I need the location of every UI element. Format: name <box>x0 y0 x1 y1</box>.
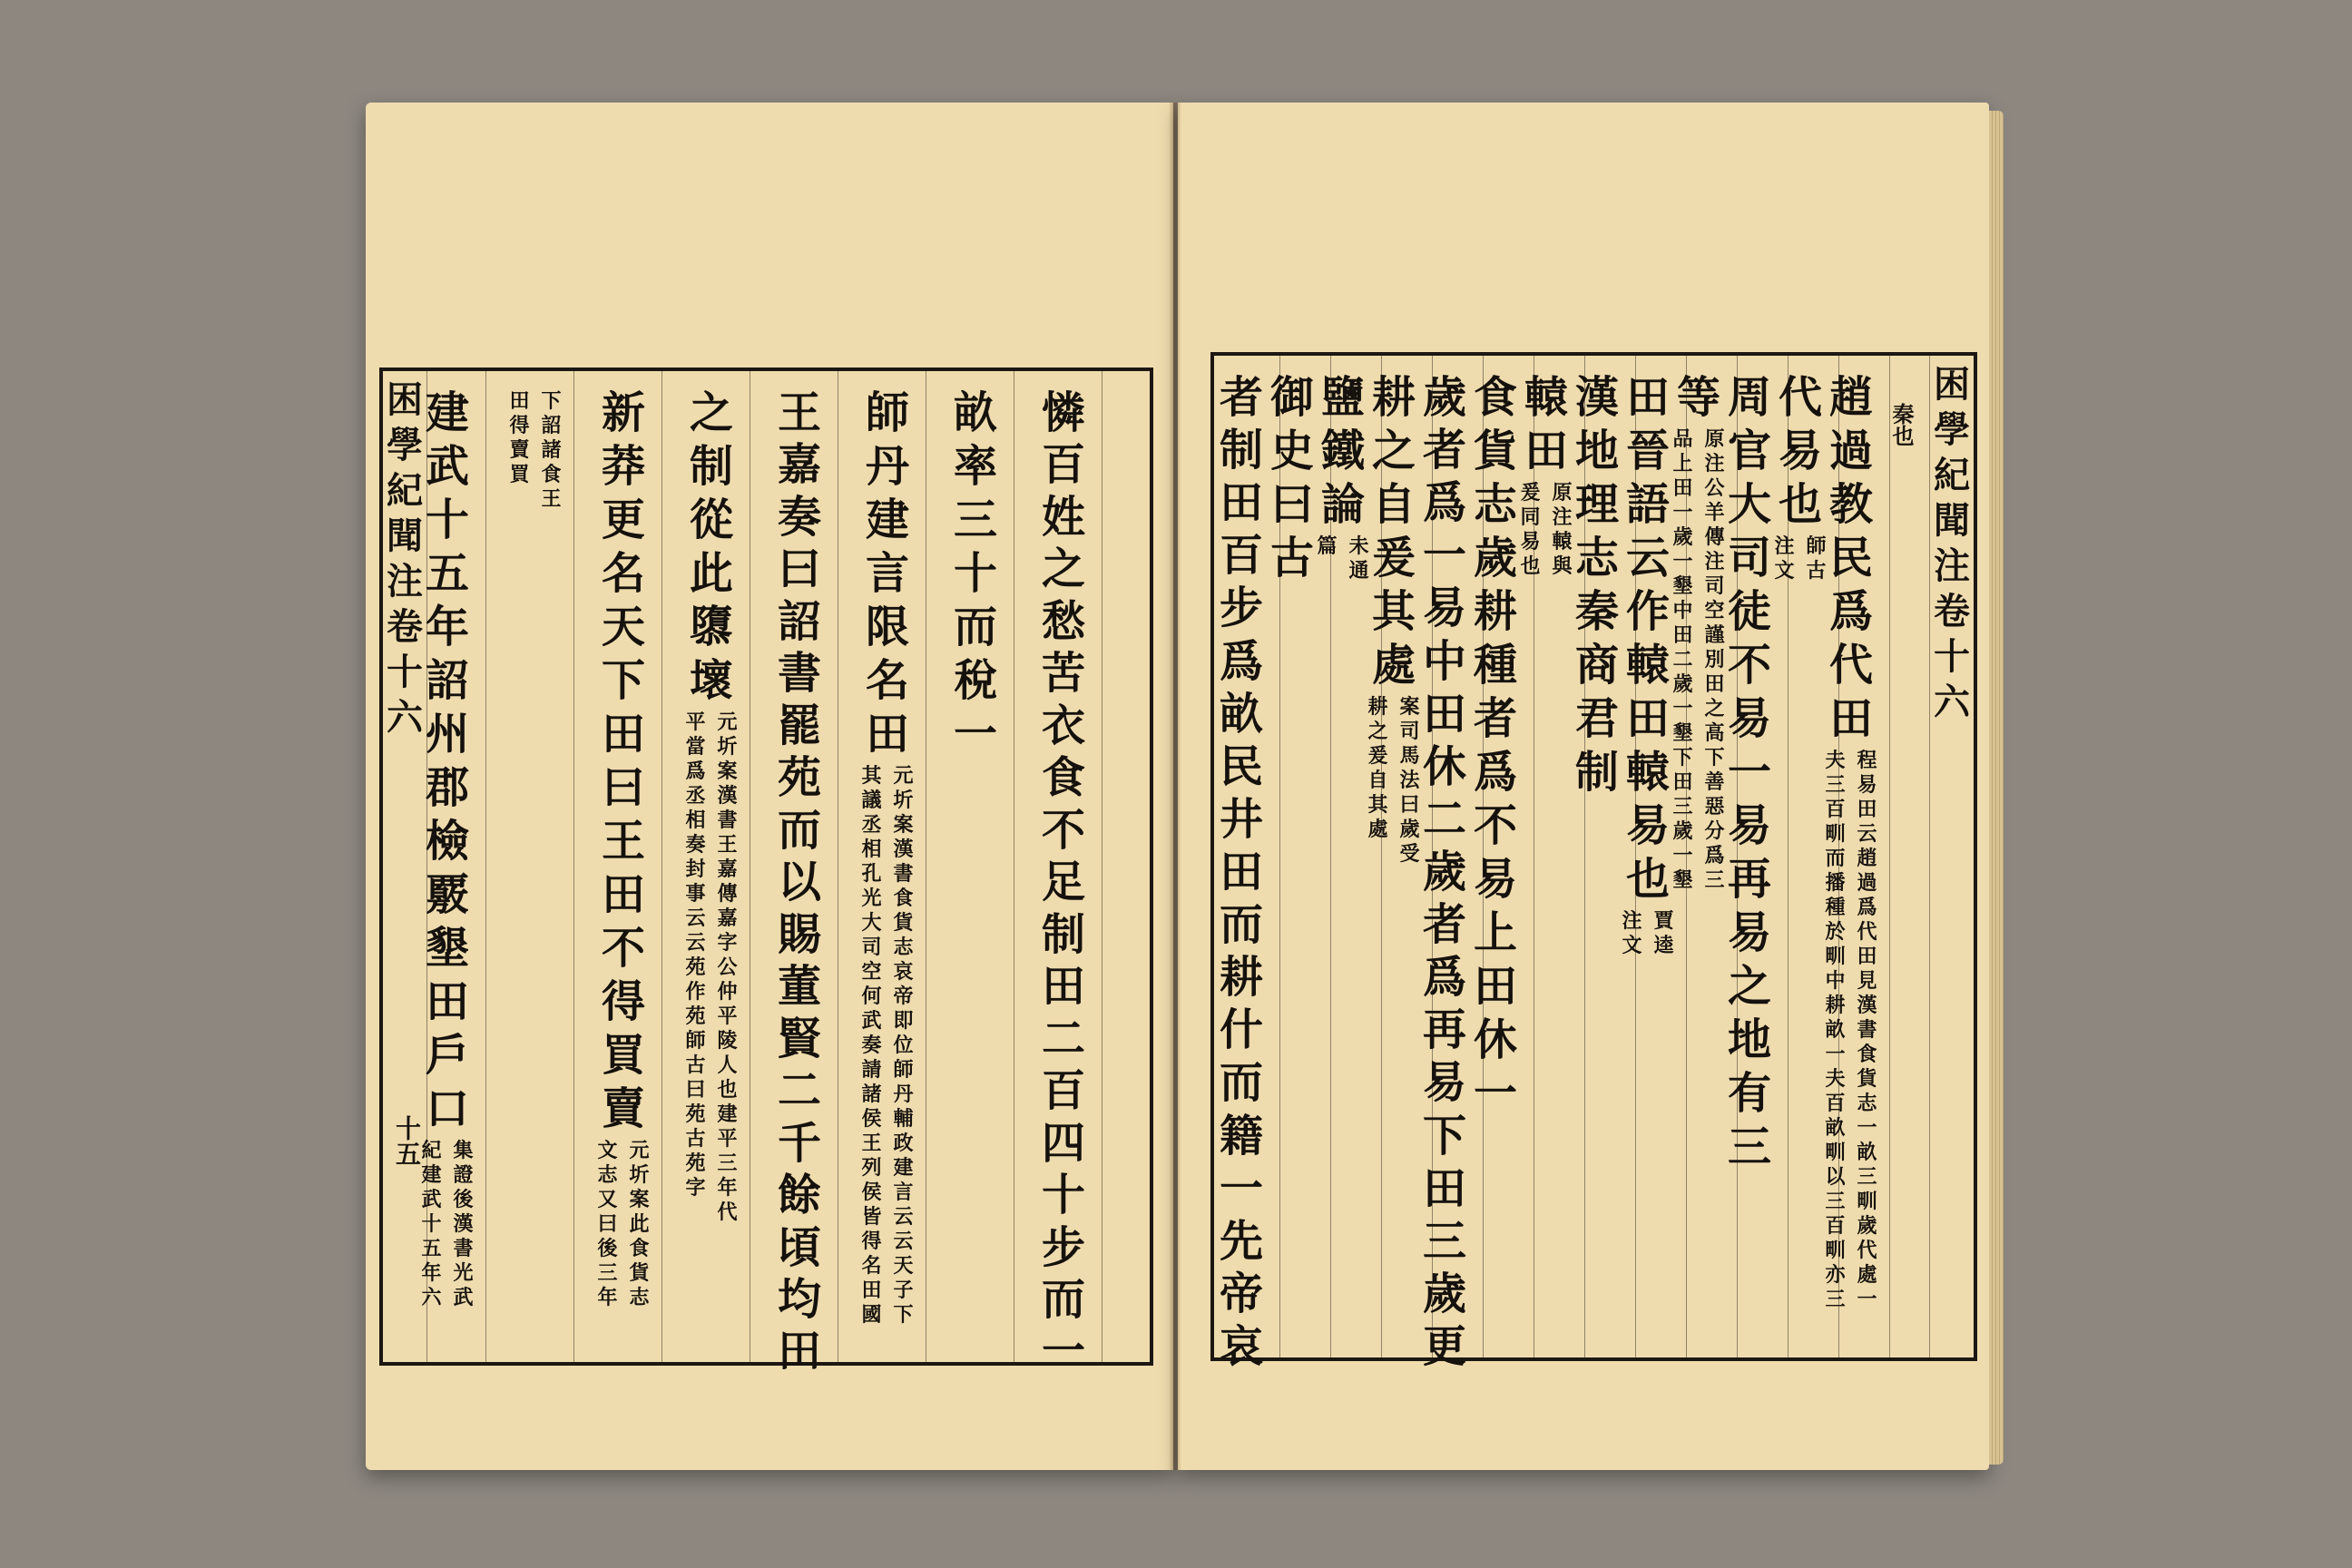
annotation-note: 元 圻 案 此 食 貨 志 文 志 又 曰 後 三 年 <box>597 1139 650 1309</box>
text-column: 建 武 十 五 年 詔 州 郡 檢 覈 墾 田 戶 口 集 證 後 漢 書 光 武 紀 建 武 十 五 年 六 <box>416 371 479 1382</box>
column-rule <box>1432 356 1433 1357</box>
text-column: 師 丹 建 言 限 名 田 元 圻 案 漢 書 食 貨 志 哀 帝 即 位 師 丹 輔 政 建 言 云 云 天 子 下 其 議 丞 相 孔 光 大 司 空 何 武 奏 請 諸 侯 王 列 侯 皆 得 名 田 國 <box>856 371 919 1382</box>
column-rule <box>1686 356 1687 1357</box>
annotation-note: 原 注 轅 與 爰 同 易 也 <box>1520 481 1573 578</box>
text-column: 趙 過 教 民 爲 代 田 程 易 田 云 趙 過 爲 代 田 見 漢 書 食 貨 志 一 畝 三 甽 歲 代 處 一 夫 三 百 甽 而 播 種 於 甽 中 耕 畝 一 夫 百 畝 甽 以 三 百 甽 亦 三 <box>1819 356 1883 1377</box>
text-column <box>504 371 567 1382</box>
text-column: 鹽 鐵 論 未 通 篇 <box>1311 356 1375 1377</box>
text-column: 耕 之 自 爰 其 處 案 司 馬 法 曰 歲 受 耕 之 爰 自 其 處 <box>1362 356 1426 1377</box>
annotation-note: 賈 逵 注 文 <box>1622 909 1674 957</box>
left-columns <box>383 371 1150 1377</box>
text-column: 御 史 曰 古 <box>1269 372 1314 583</box>
column-rule <box>1584 356 1585 1357</box>
annotation-note: 元 圻 案 漢 書 王 嘉 傳 嘉 字 公 仲 平 陵 人 也 建 平 三 年 代 平 當 爲 丞 相 奏 封 事 云 云 苑 作 苑 師 古 曰 苑 古 苑 字 <box>685 710 738 1224</box>
text-column: 憐 百 姓 之 愁 苦 衣 食 不 足 制 田 二 百 四 十 步 而 一 <box>1041 387 1085 1377</box>
column-rule <box>1330 356 1331 1357</box>
text-column: 田 晉 語 云 作 轅 田 轅 易 也 賈 逵 注 文 <box>1616 356 1680 1377</box>
text-column: 周 官 大 司 徒 不 易 一 易 再 易 之 地 有 三 <box>1727 372 1771 1172</box>
annotation-note: 下 詔 諸 食 王 田 得 賣 買 <box>509 389 562 511</box>
text-column: 王 嘉 奏 曰 詔 書 罷 苑 而 以 賜 董 賢 二 千 餘 頃 均 田 <box>777 387 821 1377</box>
text-column: 食 貨 志 歲 耕 種 者 爲 不 易 上 田 休 一 <box>1473 372 1517 1119</box>
annotation-note: 程 易 田 云 趙 過 爲 代 田 見 漢 書 食 貨 志 一 畝 三 甽 歲 代 處 一 夫 三 百 甽 而 播 種 於 甽 中 耕 畝 一 夫 百 畝 甽 以 三 百 甽 亦 三 <box>1825 749 1877 1311</box>
annotation-note: 元 圻 案 漢 書 食 貨 志 哀 帝 即 位 師 丹 輔 政 建 言 云 云 天 子 下 其 議 丞 相 孔 光 大 司 空 何 武 奏 請 諸 侯 王 列 侯 皆 得 名 田 國 <box>861 764 914 1327</box>
text-column: 畝 率 三 十 而 稅 一 <box>953 387 997 760</box>
left-bind-strip: 困 學 紀 聞 注 卷 十 六 <box>387 378 423 739</box>
column-rule <box>573 371 574 1362</box>
column-rule <box>1381 356 1382 1357</box>
annotation-note: 案 司 馬 法 曰 歲 受 耕 之 爰 自 其 處 <box>1367 695 1420 866</box>
page-edges <box>1989 111 2004 1465</box>
left-text-frame <box>379 368 1153 1377</box>
annotation-note: 師 古 注 文 <box>1774 534 1827 583</box>
right-columns <box>1214 356 1974 1372</box>
right-text-frame <box>1210 352 1977 1372</box>
annotation-note: 未 通 篇 <box>1317 534 1369 583</box>
column-rule <box>1889 356 1890 1357</box>
column-rule <box>485 371 486 1362</box>
text-column: 轅 田 原 注 轅 與 爰 同 易 也 <box>1514 356 1578 1377</box>
text-column: 新 莽 更 名 天 下 田 曰 王 田 不 得 買 賣 元 圻 案 此 食 貨 志 文 志 又 曰 後 三 年 <box>592 371 655 1382</box>
column-rule <box>1483 356 1484 1357</box>
annotation-note: 原 注 公 羊 傳 注 司 空 謹 別 田 之 高 下 善 惡 分 爲 三 品 上 田 一 歲 一 墾 中 田 二 歲 一 墾 下 田 三 歲 一 墾 <box>1672 427 1725 892</box>
text-column: 之 制 從 此 隳 壞 元 圻 案 漢 書 王 嘉 傳 嘉 字 公 仲 平 陵 人 也 建 平 三 年 代 平 當 爲 丞 相 奏 封 事 云 云 苑 作 苑 師 古 曰 苑 古 苑 字 <box>680 371 743 1382</box>
text-column: 代 易 也 師 古 注 文 <box>1769 356 1832 1377</box>
right-head-note: 秦也 <box>1888 403 1915 446</box>
text-column: 者 制 田 百 步 爲 畝 民 井 田 而 耕 什 而 籍 一 先 帝 哀 <box>1219 372 1263 1372</box>
left-folio: 十五 <box>392 1115 422 1166</box>
text-column: 等 原 注 公 羊 傳 注 司 空 謹 別 田 之 高 下 善 惡 分 爲 三 品 上 田 一 歲 一 墾 中 田 二 歲 一 墾 下 田 三 歲 一 墾 <box>1667 356 1730 1377</box>
column-rule <box>1635 356 1636 1357</box>
book-gutter <box>1169 103 1181 1470</box>
column-rule <box>1737 356 1738 1357</box>
text-column: 漢 地 理 志 秦 商 君 制 <box>1574 372 1619 798</box>
column-rule <box>1838 356 1839 1357</box>
text-column: 歲 者 爲 一 易 中 田 休 二 歲 者 爲 再 易 下 田 三 歲 更 <box>1422 372 1466 1372</box>
column-rule <box>1279 356 1280 1357</box>
annotation-note: 集 證 後 漢 書 光 武 紀 建 武 十 五 年 六 <box>421 1139 474 1309</box>
right-bind-strip: 困 學 紀 聞 注 卷 十 六 <box>1934 363 1970 723</box>
